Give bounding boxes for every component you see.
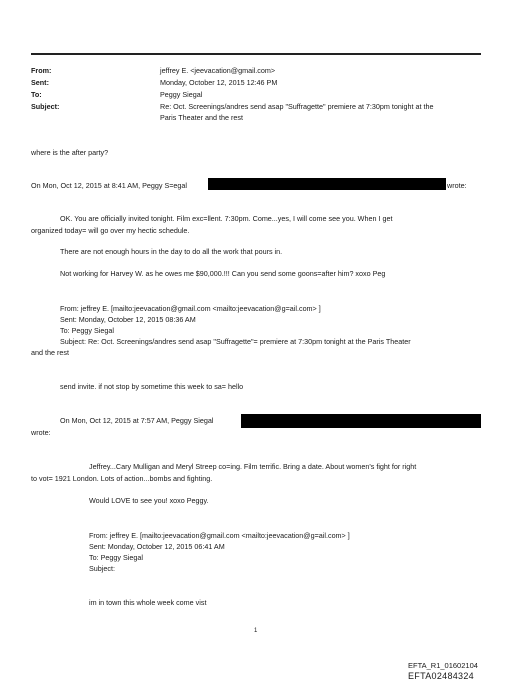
redaction-block-1 (208, 178, 446, 190)
from-value: jeffrey E. <jeevacation@gmail.com> (160, 66, 276, 75)
quote1-paragraph-2: There are not enough hours in the day to do all the work that pours in. (60, 247, 283, 256)
document-id-2: EFTA02484324 (408, 671, 474, 681)
quote2-paragraph-2: Would LOVE to see you! xoxo Peggy. (89, 496, 209, 505)
fwd1-sent: Sent: Monday, October 12, 2015 08:36 AM (60, 315, 196, 324)
quote2-wrote: wrote: (31, 428, 51, 437)
to-label: To: (31, 90, 42, 99)
fwd1-to: To: Peggy Siegal (60, 326, 114, 335)
quote1-paragraph-1b: organized today= will go over my hectic schedule. (31, 226, 190, 235)
subject-value-line-2: Paris Theater and the rest (160, 113, 243, 122)
subject-label: Subject: (31, 102, 60, 111)
quote1-paragraph-3: Not working for Harvey W. as he owes me $90,000.!!! Can you send some goons=after him? xoxo Peg (60, 269, 386, 278)
header-rule (31, 53, 481, 55)
fwd2-subject: Subject: (89, 564, 115, 573)
quote1-intro: On Mon, Oct 12, 2015 at 8:41 AM, Peggy S=egal (31, 181, 188, 190)
body-line-1: where is the after party? (31, 148, 109, 157)
sent-label: Sent: (31, 78, 49, 87)
subject-value-line-1: Re: Oct. Screenings/andres send asap "Suffragette" premiere at 7:30pm tonight at the (160, 102, 434, 111)
send-invite-line: send invite. if not stop by sometime this week to sa= hello (60, 382, 244, 391)
from-label: From: (31, 66, 52, 75)
fwd2-sent: Sent: Monday, October 12, 2015 06:41 AM (89, 542, 225, 551)
quote1-paragraph-1a: OK. You are officially invited tonight. Film exc=llent. 7:30pm. Come...yes, I will come see you. When I get (60, 214, 393, 223)
document-id-1: EFTA_R1_01602104 (408, 661, 478, 670)
fwd1-from: From: jeffrey E. [mailto:jeevacation@gmail.com <mailto:jeevacation@g=ail.com> ] (60, 304, 321, 313)
redaction-block-2 (241, 414, 481, 428)
page-number: 1 (254, 628, 258, 634)
fwd2-from: From: jeffrey E. [mailto:jeevacation@gmail.com <mailto:jeevacation@g=ail.com> ] (89, 531, 350, 540)
quote2-intro: On Mon, Oct 12, 2015 at 7:57 AM, Peggy Siegal (60, 416, 214, 425)
fwd2-to: To: Peggy Siegal (89, 553, 143, 562)
sent-value: Monday, October 12, 2015 12:46 PM (160, 78, 278, 87)
to-value: Peggy Siegal (160, 90, 203, 99)
quote2-paragraph-1a: Jeffrey...Cary Mulligan and Meryl Streep co=ing. Film terrific. Bring a date. About women's fight for right (89, 462, 417, 471)
fwd1-subject-b: and the rest (31, 348, 69, 357)
quote2-paragraph-1b: to vot= 1921 London. Lots of action...bombs and fighting. (31, 474, 213, 483)
fwd1-subject-a: Subject: Re: Oct. Screenings/andres send asap "Suffragette"= premiere at 7:30pm tonight at the Paris Theater (60, 337, 411, 346)
last-line: im in town this whole week come vist (89, 598, 207, 607)
quote1-wrote: wrote: (447, 181, 467, 190)
